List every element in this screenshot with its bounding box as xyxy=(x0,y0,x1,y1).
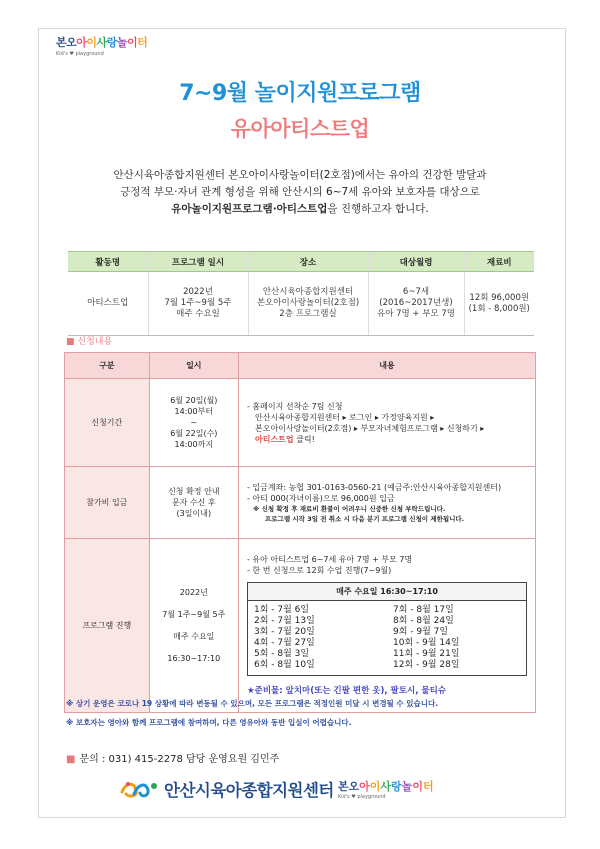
note-line: ※ 보호자는 영아와 함께 프로그램에 참여하며, 다른 영유아와 동반 입실이 어렵습니다. xyxy=(66,718,352,727)
logo-char: 터 xyxy=(137,36,148,49)
notes xyxy=(66,694,438,732)
logo-char: 사 xyxy=(96,36,107,49)
footer-center-name: 안산시육아종합지원센터 xyxy=(164,781,334,800)
logo-char: 놀 xyxy=(116,36,127,49)
apply-detail xyxy=(239,379,536,467)
session-item: 2회 - 7월 13일 xyxy=(254,616,315,626)
session-item: 8회 - 8월 24일 xyxy=(393,616,454,626)
info-target xyxy=(368,272,464,336)
when-line: ~ xyxy=(190,418,198,427)
schedule-col-right xyxy=(381,605,520,671)
info-header: 재료비 xyxy=(464,252,534,272)
logo-char: 랑 xyxy=(391,780,402,793)
when-line: 신청 확정 안내 xyxy=(168,487,220,496)
section-label: ■ 신청내용 xyxy=(66,337,113,347)
section-label-text: 신청내용 xyxy=(77,337,113,347)
info-line: 안산시육아종합지원센터 xyxy=(262,287,354,297)
center-logo-icon xyxy=(120,778,160,800)
apply-header: 구분 xyxy=(65,353,150,379)
apply-when xyxy=(149,467,238,539)
when-line: (3일이내) xyxy=(176,509,212,518)
session-item: 9회 - 9월 7일 xyxy=(393,627,449,637)
session-item: 5회 - 8월 3일 xyxy=(254,649,310,659)
detail-line: - 유아 아티스트업 6~7세 유아 7명 + 부모 7명 xyxy=(247,555,413,564)
warning-line: ※ 신청 확정 후 재료비 환불이 어려우니 신중한 신청 부탁드립니다. xyxy=(253,504,446,513)
info-line: 2022년 xyxy=(183,287,213,297)
when-line: 6월 20일(월) xyxy=(170,396,218,405)
when-line: 매주 수요일 xyxy=(173,631,215,641)
intro-line: 긍정적 부모·자녀 관계 형성을 위해 안산시의 6~7세 유아와 보호자를 대상으로 xyxy=(120,186,480,198)
logo-tagline: Kid's ♥ playground xyxy=(56,51,104,57)
when-line: 6월 22일(수) xyxy=(170,429,218,438)
when-line: 14:00까지 xyxy=(174,440,214,449)
detail-line xyxy=(247,434,527,445)
session-item: 3회 - 7월 20일 xyxy=(254,627,315,637)
detail-line: - 아티 000(자녀이름)으로 96,000원 입금 xyxy=(247,493,395,503)
apply-header: 일시 xyxy=(149,353,238,379)
logo-char: 이 xyxy=(369,780,381,793)
apply-category: 참가비 입금 xyxy=(65,467,150,539)
when-line: 문자 수신 후 xyxy=(171,498,216,507)
apply-category: 프로그램 진행 xyxy=(65,539,150,713)
intro-line: 안산시육아종합지원센터 본오아이사랑놀이터(2호점)에서는 유아의 건강한 발달과 xyxy=(113,169,487,181)
info-fee xyxy=(464,272,534,336)
intro-line xyxy=(60,201,540,218)
bullet-icon: ■ xyxy=(66,754,76,765)
session-item: 4회 - 7월 27일 xyxy=(254,638,315,648)
page-title: 7~9월 놀이지원프로그램 xyxy=(179,81,421,106)
logo-char: 랑 xyxy=(106,36,117,49)
brand-tagline: Kid's ♥ playground xyxy=(337,794,386,800)
session-item: 10회 - 9월 14일 xyxy=(393,638,460,648)
logo-prefix: 본오 xyxy=(56,36,77,49)
logo-char: 이 xyxy=(126,36,138,49)
schedule-box xyxy=(247,582,527,676)
info-place xyxy=(248,272,368,336)
info-line: 유아 7명 + 부모 7명 xyxy=(376,309,455,319)
program-info-table xyxy=(68,251,534,336)
info-header: 프로그램 일시 xyxy=(148,252,248,272)
session-item: 6회 - 8월 10일 xyxy=(254,660,315,670)
warning-line: 프로그램 시작 3일 전 취소 시 다음 분기 프로그램 신청이 제한됩니다. xyxy=(265,514,465,523)
footer-logo xyxy=(120,777,434,801)
logo-char: 아 xyxy=(76,36,87,49)
detail-line: - 홈페이지 선착순 7팀 신청 xyxy=(247,401,343,411)
info-line: (1회 - 8,000원) xyxy=(468,303,530,314)
logo-char: 놀 xyxy=(401,780,413,793)
footer-brand-logo xyxy=(338,778,434,800)
info-line: 본오아이사랑놀이터(2호점) xyxy=(256,298,360,308)
schedule-header: 매주 수요일 16:30~17:10 xyxy=(248,583,526,601)
info-schedule xyxy=(148,272,248,336)
logo-char: 터 xyxy=(422,780,434,793)
top-logo xyxy=(56,34,166,60)
note-line: ※ 상기 운영은 코로나 19 상황에 따라 변동될 수 있으며, 모든 프로그램은 적정인원 미달 시 변경될 수 있습니다. xyxy=(66,699,439,708)
info-line: (2016~2017년생) xyxy=(379,298,453,308)
detail-line: - 한 번 신청으로 12회 수업 진행(7~9월) xyxy=(247,566,392,575)
detail-line: 본오아이사랑놀이터(2호점) ▸ 부모자녀체험프로그램 ▸ 신청하기 ▸ xyxy=(255,423,485,433)
info-header: 장소 xyxy=(248,252,368,272)
contact-info xyxy=(66,750,279,765)
when-line: 14:00부터 xyxy=(174,407,214,416)
info-line: 7월 1주~9월 5주 xyxy=(164,298,232,308)
session-item: 11회 - 9월 21일 xyxy=(393,649,460,659)
session-item: 1회 - 7월 6일 xyxy=(254,605,310,615)
when-line: 2022년 xyxy=(179,587,208,597)
logo-char: 아 xyxy=(359,780,370,793)
session-item: 7회 - 8월 17일 xyxy=(393,605,454,615)
logo-prefix: 본오 xyxy=(337,780,360,793)
when-line: 16:30~17:10 xyxy=(167,653,221,663)
detail-line: 안산시육아종합지원센터 ▸ 로그인 ▸ 가정양육지원 ▸ xyxy=(255,412,435,422)
info-line: 매주 수요일 xyxy=(176,309,220,319)
logo-char: 이 xyxy=(86,36,97,49)
session-item: 12회 - 9월 28일 xyxy=(393,660,460,670)
when-line: 7월 1주~9월 5주 xyxy=(162,609,226,619)
intro-line-rest: 을 진행하고자 합니다. xyxy=(327,203,429,215)
info-header: 활동명 xyxy=(68,252,148,272)
apply-header: 내용 xyxy=(239,353,536,379)
detail-suffix: 클릭! xyxy=(293,434,315,444)
info-line: 2층 프로그램실 xyxy=(279,309,337,319)
info-name: 아티스트업 xyxy=(68,272,148,336)
program-link-text: 아티스트업 xyxy=(255,434,294,444)
info-header: 대상월령 xyxy=(368,252,464,272)
application-table xyxy=(64,352,536,713)
logo-char: 이 xyxy=(412,780,423,793)
apply-when xyxy=(149,379,238,467)
apply-detail xyxy=(239,467,536,539)
intro-program-name: 유아놀이지원프로그램·아티스트업 xyxy=(171,203,328,215)
info-line: 6~7세 xyxy=(402,287,430,297)
apply-detail xyxy=(239,539,536,713)
detail-line: - 입금계좌: 농협 301-0163-0560-21 (예금주:안산시육아종합지원센터) xyxy=(247,482,502,492)
intro-text xyxy=(60,167,540,218)
logo-char: 사 xyxy=(380,780,392,793)
page-subtitle: 유아아티스트업 xyxy=(230,117,370,141)
supplies-note: ★준비물: 앞치마(또는 긴팔 편한 옷), 팔토시, 물티슈 xyxy=(247,686,447,696)
info-line: 12회 96,000원 xyxy=(469,292,530,303)
apply-category: 신청기간 xyxy=(65,379,150,467)
schedule-col-left xyxy=(254,605,381,671)
contact-text: 문의 : 031) 415-2278 담당 운영요원 김민주 xyxy=(79,754,280,765)
apply-when xyxy=(149,539,238,713)
